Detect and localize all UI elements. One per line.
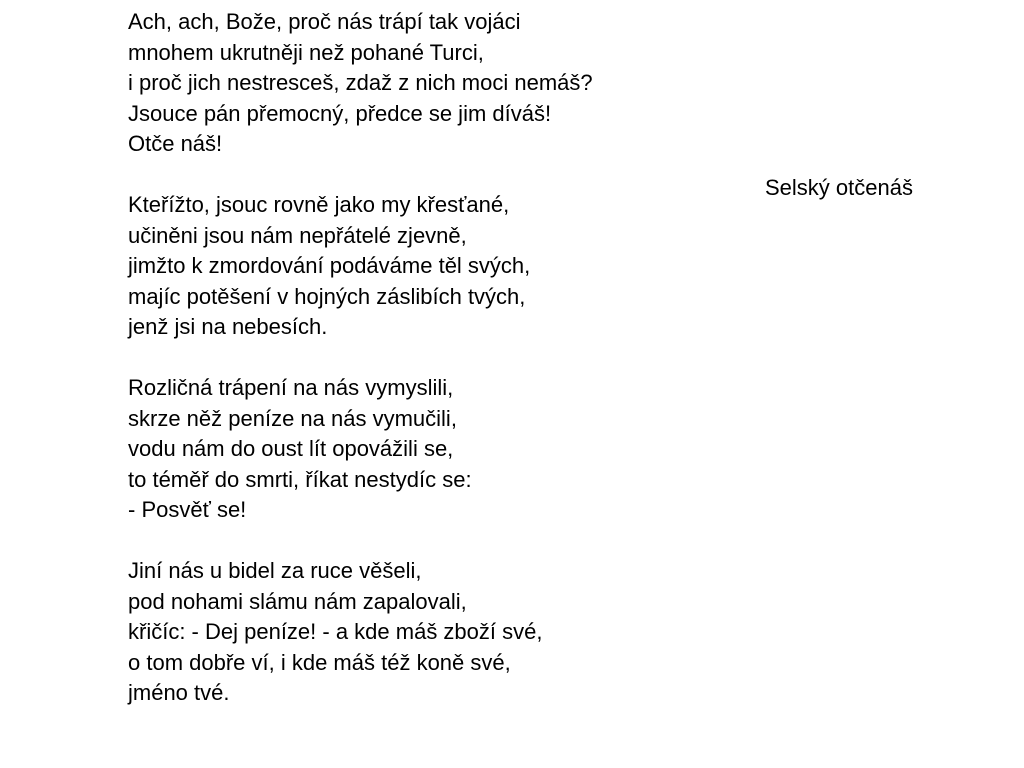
poem-line: učiněni jsou nám nepřátelé zjevně, bbox=[128, 222, 467, 248]
poem-line: Rozličná trápení na nás vymyslili, bbox=[128, 375, 454, 400]
poem-line: Jiní nás u bidel za ruce věšeli, bbox=[128, 558, 422, 583]
poem-line: křičíc: - Dej peníze! - a kde máš zboží své, bbox=[128, 619, 543, 644]
poem-line: jimžto k zmordování podáváme těl svých, bbox=[128, 253, 531, 278]
poem-line: jenž jsi na nebesích. bbox=[128, 314, 328, 339]
poem-line: o tom dobře ví, i kde máš též koně své, bbox=[128, 649, 511, 675]
poem-line: Ach, ach, Bože, proč nás trápí tak vojáci bbox=[128, 9, 521, 34]
poem-line: mnohem ukrutněji než pohané Turci, bbox=[128, 39, 484, 65]
poem-line: jméno tvé. bbox=[128, 680, 230, 705]
poem-line: Kteřížto, jsouc rovně jako my křesťané, bbox=[128, 192, 510, 217]
poem-line: Otče náš! bbox=[128, 131, 223, 156]
poem-line: pod nohami slámu nám zapalovali, bbox=[128, 588, 467, 614]
poem-title: Selský otčenáš bbox=[765, 175, 913, 200]
stanza-1 bbox=[128, 7, 728, 160]
stanza-3 bbox=[128, 373, 728, 526]
poem-text bbox=[128, 7, 728, 709]
poem-line: vodu nám do oust lít opovážili se, bbox=[128, 436, 454, 461]
poem-line: skrze něž peníze na nás vymučili, bbox=[128, 405, 457, 431]
poem-line: to téměř do smrti, říkat nestydíc se: bbox=[128, 466, 472, 492]
stanza-2 bbox=[128, 190, 728, 343]
poem-line: Jsouce pán přemocný, předce se jim díváš! bbox=[128, 100, 552, 126]
poem-line: - Posvěť se! bbox=[128, 497, 247, 522]
stanza-4 bbox=[128, 556, 728, 709]
poem-line: majíc potěšení v hojných záslibích tvých, bbox=[128, 283, 526, 309]
poem-line: i proč jich nestresceš, zdaž z nich moci nemáš? bbox=[128, 70, 593, 95]
